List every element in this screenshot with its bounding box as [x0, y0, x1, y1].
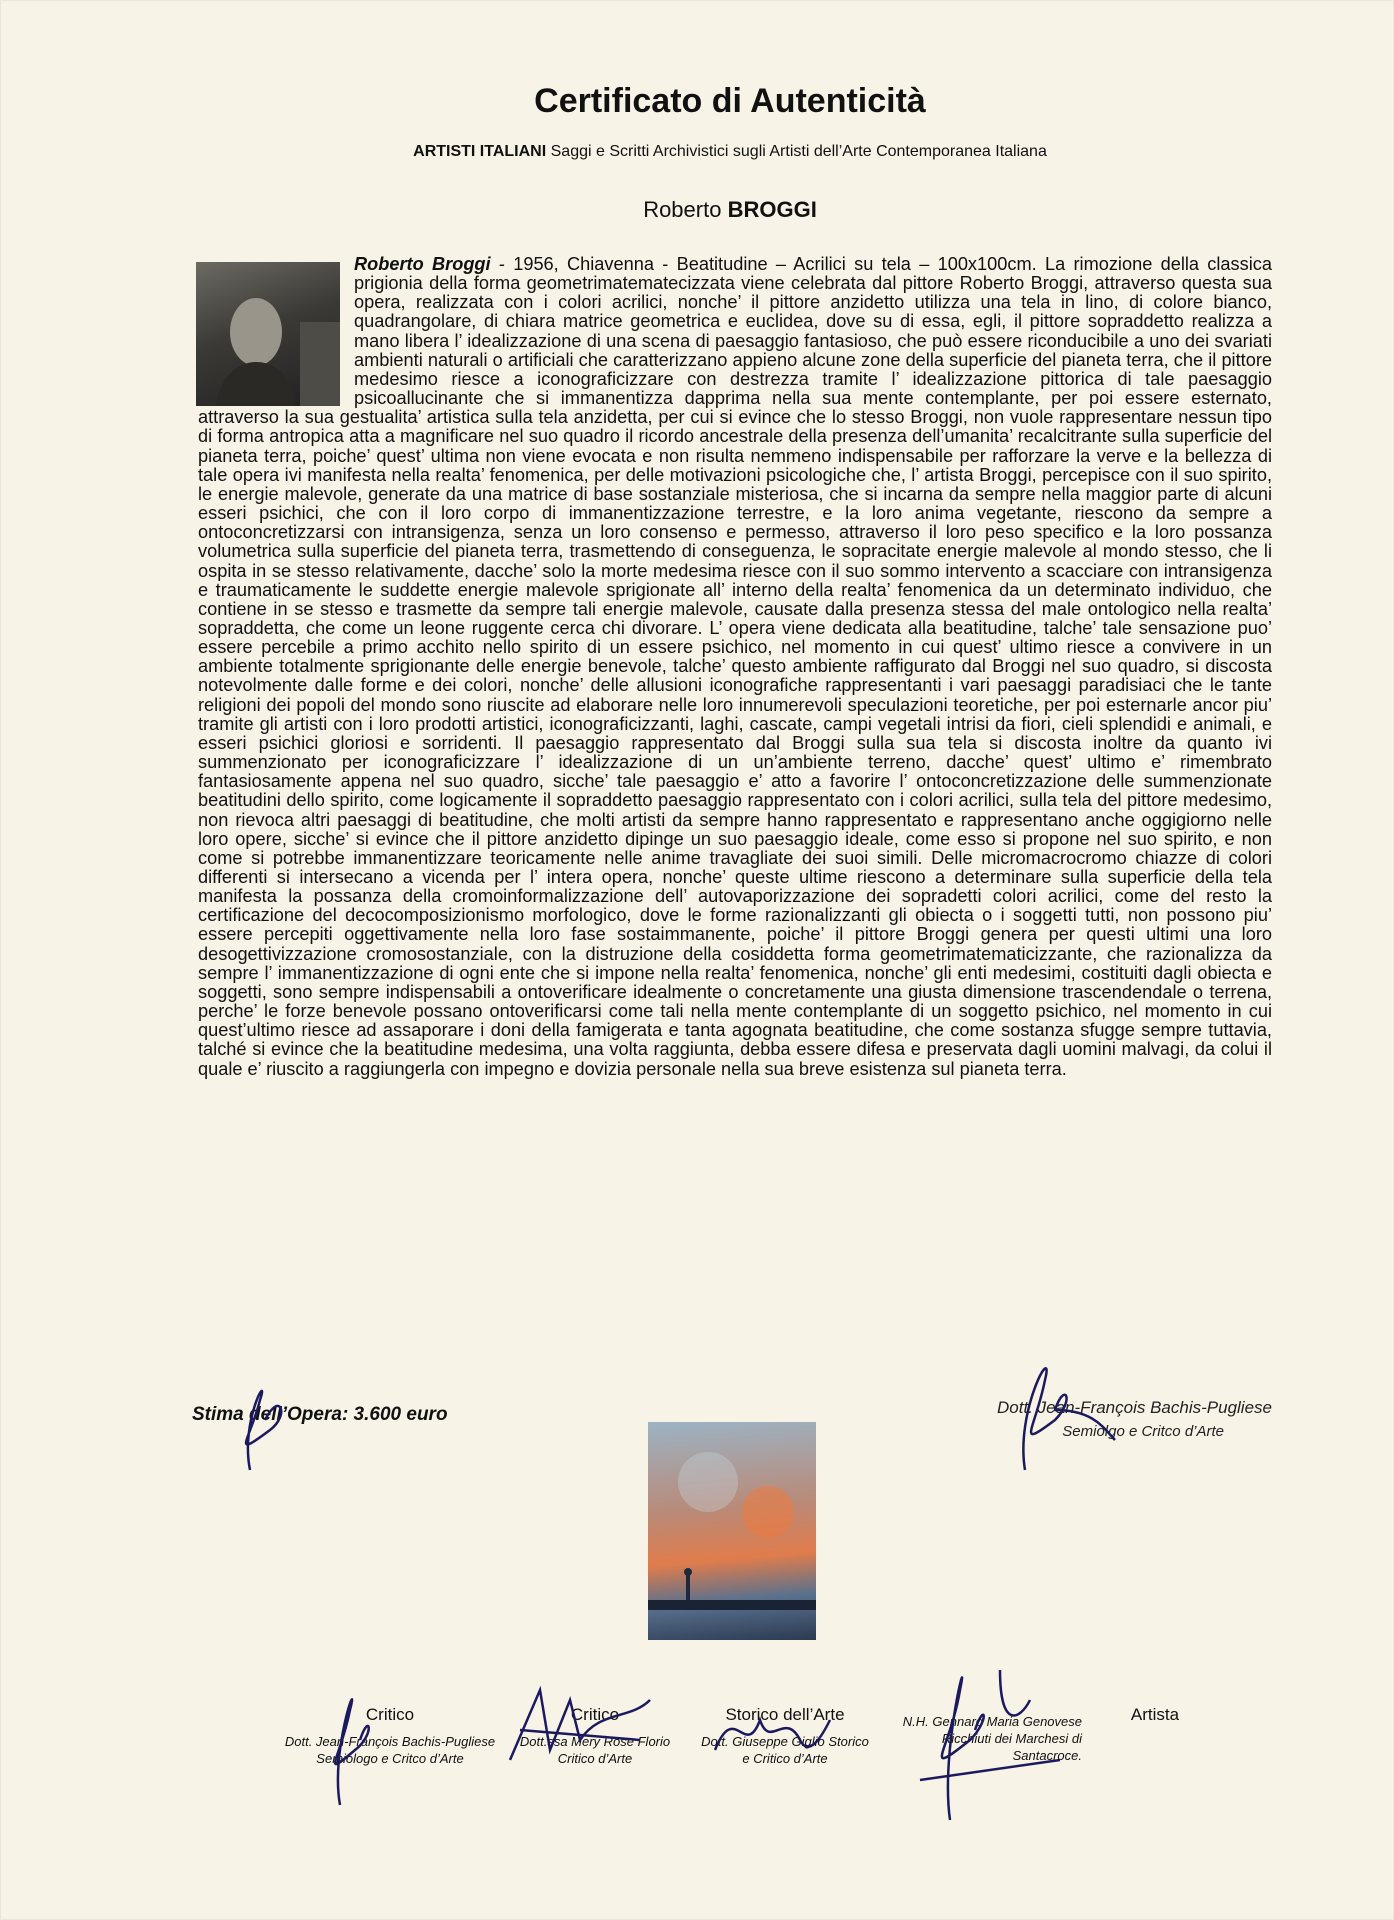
signatory-role: Storico dell’Arte [725, 1705, 845, 1724]
signatory-artist [1100, 1705, 1210, 1733]
artist-heading [0, 197, 1394, 223]
artist-first-name: Roberto [643, 197, 728, 222]
signatory-name: Dott. Giuseppe Giglio Storico e Critico d’Arte [701, 1734, 869, 1766]
artwork-image-icon [648, 1422, 816, 1640]
description-artist-name: Roberto Broggi [354, 254, 491, 274]
artwork-description [198, 255, 1272, 1079]
signatory-critic-1 [280, 1705, 500, 1767]
signatory-critic-2 [500, 1705, 690, 1767]
subtitle-publisher: ARTISTI ITALIANI [413, 143, 547, 160]
critic-signature-block [900, 1396, 1272, 1444]
certificate-subtitle [0, 143, 1394, 161]
artwork-estimate: Stima dell’Opera: 3.600 euro [192, 1404, 448, 1425]
signatory-name: Dott.ssa Mery Rose Florio Critico d’Arte [519, 1734, 671, 1766]
subtitle-description: Saggi e Scritti Archivistici sugli Artisti dell’Arte Contemporanea Italiana [546, 143, 1047, 160]
signatory-role: Artista [1130, 1705, 1180, 1724]
signatory-name: Dott. Jean-François Bachis-Pugliese Semiologo e Critco d’Arte [284, 1734, 496, 1766]
critic-name: Dott. Jean-François Bachis-Pugliese [997, 1398, 1272, 1417]
signatory-art-historian [700, 1705, 870, 1767]
certificate-title: Certificato di Autenticità [534, 82, 926, 120]
signatory-role: Critico [365, 1705, 415, 1724]
signatory-noble [882, 1705, 1082, 1764]
signatory-name: N.H. Gennaro Maria Genovese Ricchiuti dei Marchesi di Santacroce. [902, 1714, 1082, 1763]
description-text: - 1956, Chiavenna - Beatitudine – Acrilici su tela – 100x100cm. La rimozione della classica prigionia della forma geometrimatematecizzata viene celebrata dal pittore Roberto Broggi, attraverso questa sua opera, realizzata con i colori acrilici, nonche’ il pittore anzidetto utilizza una tela in lino, di colore bianco, quadrangolare, di chiara matrice geometrica e euclidea, dove su di essa, egli, il pittore sopraddetto realizza a mano libera l’ idealizzazione di una scena di paesaggio fantasioso, che può essere riconducibile a uno dei svariati ambienti naturali o artificiali che caratterizzano appieno alcune zone della superficie del pianeta terra, che il pittore medesimo riesce a iconograficizzare con destrezza tramite l’ idealizzazione pittorica di tale paesaggio psicoallucinante che si immanentizza dapprima nella sua mente contemplante, per poi essere esternato, attraverso la sua gestualita’ artistica sulla tela anzidetta, per cui si evince che lo stesso Broggi, non vuole rappresentare nessun tipo di forma antropica atta a magnificare nel suo quadro il ricordo ancestrale della presenza dell’umanita’ recalcitrante sulla superficie del pianeta terra, poiche’ quest’ ultima non viene evocata e non risulta nemmeno indispensabile per rafforzare la verve e la bellezza di tale opera ivi manifesta nella realta’ fenomenica, per delle motivazioni psicologiche che, l’ artista Broggi, percepisce con il suo spirito, le energie malevole, generate da una matrice di base sostanziale misteriosa, che si incarna da sempre nella maggior parte di alcuni esseri psichici, che con il loro corpo di immanentizzazione terrestre, e la loro anima vegetante, riescono da sempre a ontoconcretizzarsi con intransigenza, senza un loro consenso e permesso, attraverso il loro peso specifico e la loro possanza volumetrica sulla superficie del pianeta terra, trasmettendo di conseguenza, le sopracitate energie malevole al mondo stesso, che li ospita in se stesso relativamente, dacche’ solo la morte medesima riesce con il suo sommo intervento a scacciare con intransigenza e traumaticamente le suddette energie malevole sprigionate all’ interno della realta’ fenomenica da un determinato individuo, che contiene in se stesso e trasmette da sempre tali energie malevole, causate dalla presenza stessa del male ontologico nella realta’ sopraddetta, che come un leone ruggente cerca chi divorare. L’ opera viene dedicata alla beatitudine, talche’ tale sensazione puo’ essere percebile a primo acchito nello spirito di un essere psichico, nel momento in cui quest’ ultimo riesce a convivere in un ambiente totalmente sprigionante delle energie benevole, talche’ questo ambiente raffigurato dal Broggi nel suo quadro, si discosta notevolmente dalle forme e dei colori, nonche’ delle allusioni iconografiche rappresentanti i vari paesaggi paradisiaci che le tante religioni dei popoli del mondo sono riuscite ad elaborare nelle loro innumerevoli speculazioni teoretiche, per poi esternarle ancor piu’ tramite gli artisti con i loro prodotti artistici, iconograficizzanti, laghi, cascate, campi vegetali intrisi da fiori, cieli splendidi e animali, e esseri psichici gloriosi e sorridenti. Il paesaggio rappresentato dal Broggi sulla sua tela si discosta inoltre da quanto ivi summenzionato per iconograficizzare l’ idealizzazione di un un’ambiente terreno, dacche’ quest’ ultimo e’ rimembrato fantasiosamente appena nel suo quadro, sicche’ tale paesaggio e’ atto a favorire l’ ontoconcretizzazione delle summenzionate beatitudini dello spirito, come logicamente il sopraddetto paesaggio rappresentato con i colori acrilici, sulla tela del pittore medesimo, non rievoca altri paesaggi di beatitudine, che molti artisti da sempre hanno rappresentato e rappresentano anche oggigiorno nelle loro opere, sicche’ si evince che il pittore anzidetto dipinge un suo paesaggio ideale, come esso si propone nel suo spirito, e non come si potrebbe immanentizzare teoricamente nelle anime travagliate dei suoi simili. Delle micromacrocromo chiazze di colori differenti si intersecano a vicenda per l’ intera opera, nonche’ queste ultime riescono a determinare sulla superficie della tela manifesta la possanza della cromoinformalizzazione dell’ autovaporizzazione dei sopradetti colori acrilici, come del resto la certificazione del decocomposizionismo morfologico, dove le forme razionalizzanti gli obiecta o i soggetti tutti, non possono piu’ essere percepiti oggettivamente nella loro fase sostaimmanente, poiche’ il pittore Broggi genera per questi ultimi una loro desogettivizzazione cromosostanziale, con la distruzione della cosiddetta forma geometrimatematicizzante, che razionalizza da sempre l’ immanentizzazione di ogni ente che si impone nella realta’ fenomenica, nonche’ gli enti medesimi, costituiti dagli obiecta e soggetti, sono sempre indispensabili a ontoverificare idealmente o concretamente una giusta dimensione trascendendale o terrena, perche’ le forze benevole possano ontoverificarsi come tali nella mente contemplante di un soggetto psichico, nel momento in cui quest’ultimo riesce ad assaporare i doni della famigerata e tanta agognata beatitudine, che come sostanza sfugge sempre tuttavia, talché si evince che la beatitudine medesima, una volta raggiunta, debba essere difesa e preservata dagli uomini malvagi, da colui il quale e’ riuscito a raggiungerla con impegno e dovizia personale nella sua breve esistenza sul pianeta terra. [198, 254, 1272, 1079]
artist-last-name: BROGGI [727, 197, 817, 222]
artwork-thumbnail [648, 1422, 816, 1640]
critic-role: Semiolgo e Critco d’Arte [1062, 1423, 1224, 1440]
signatory-role: Critico [570, 1705, 620, 1724]
